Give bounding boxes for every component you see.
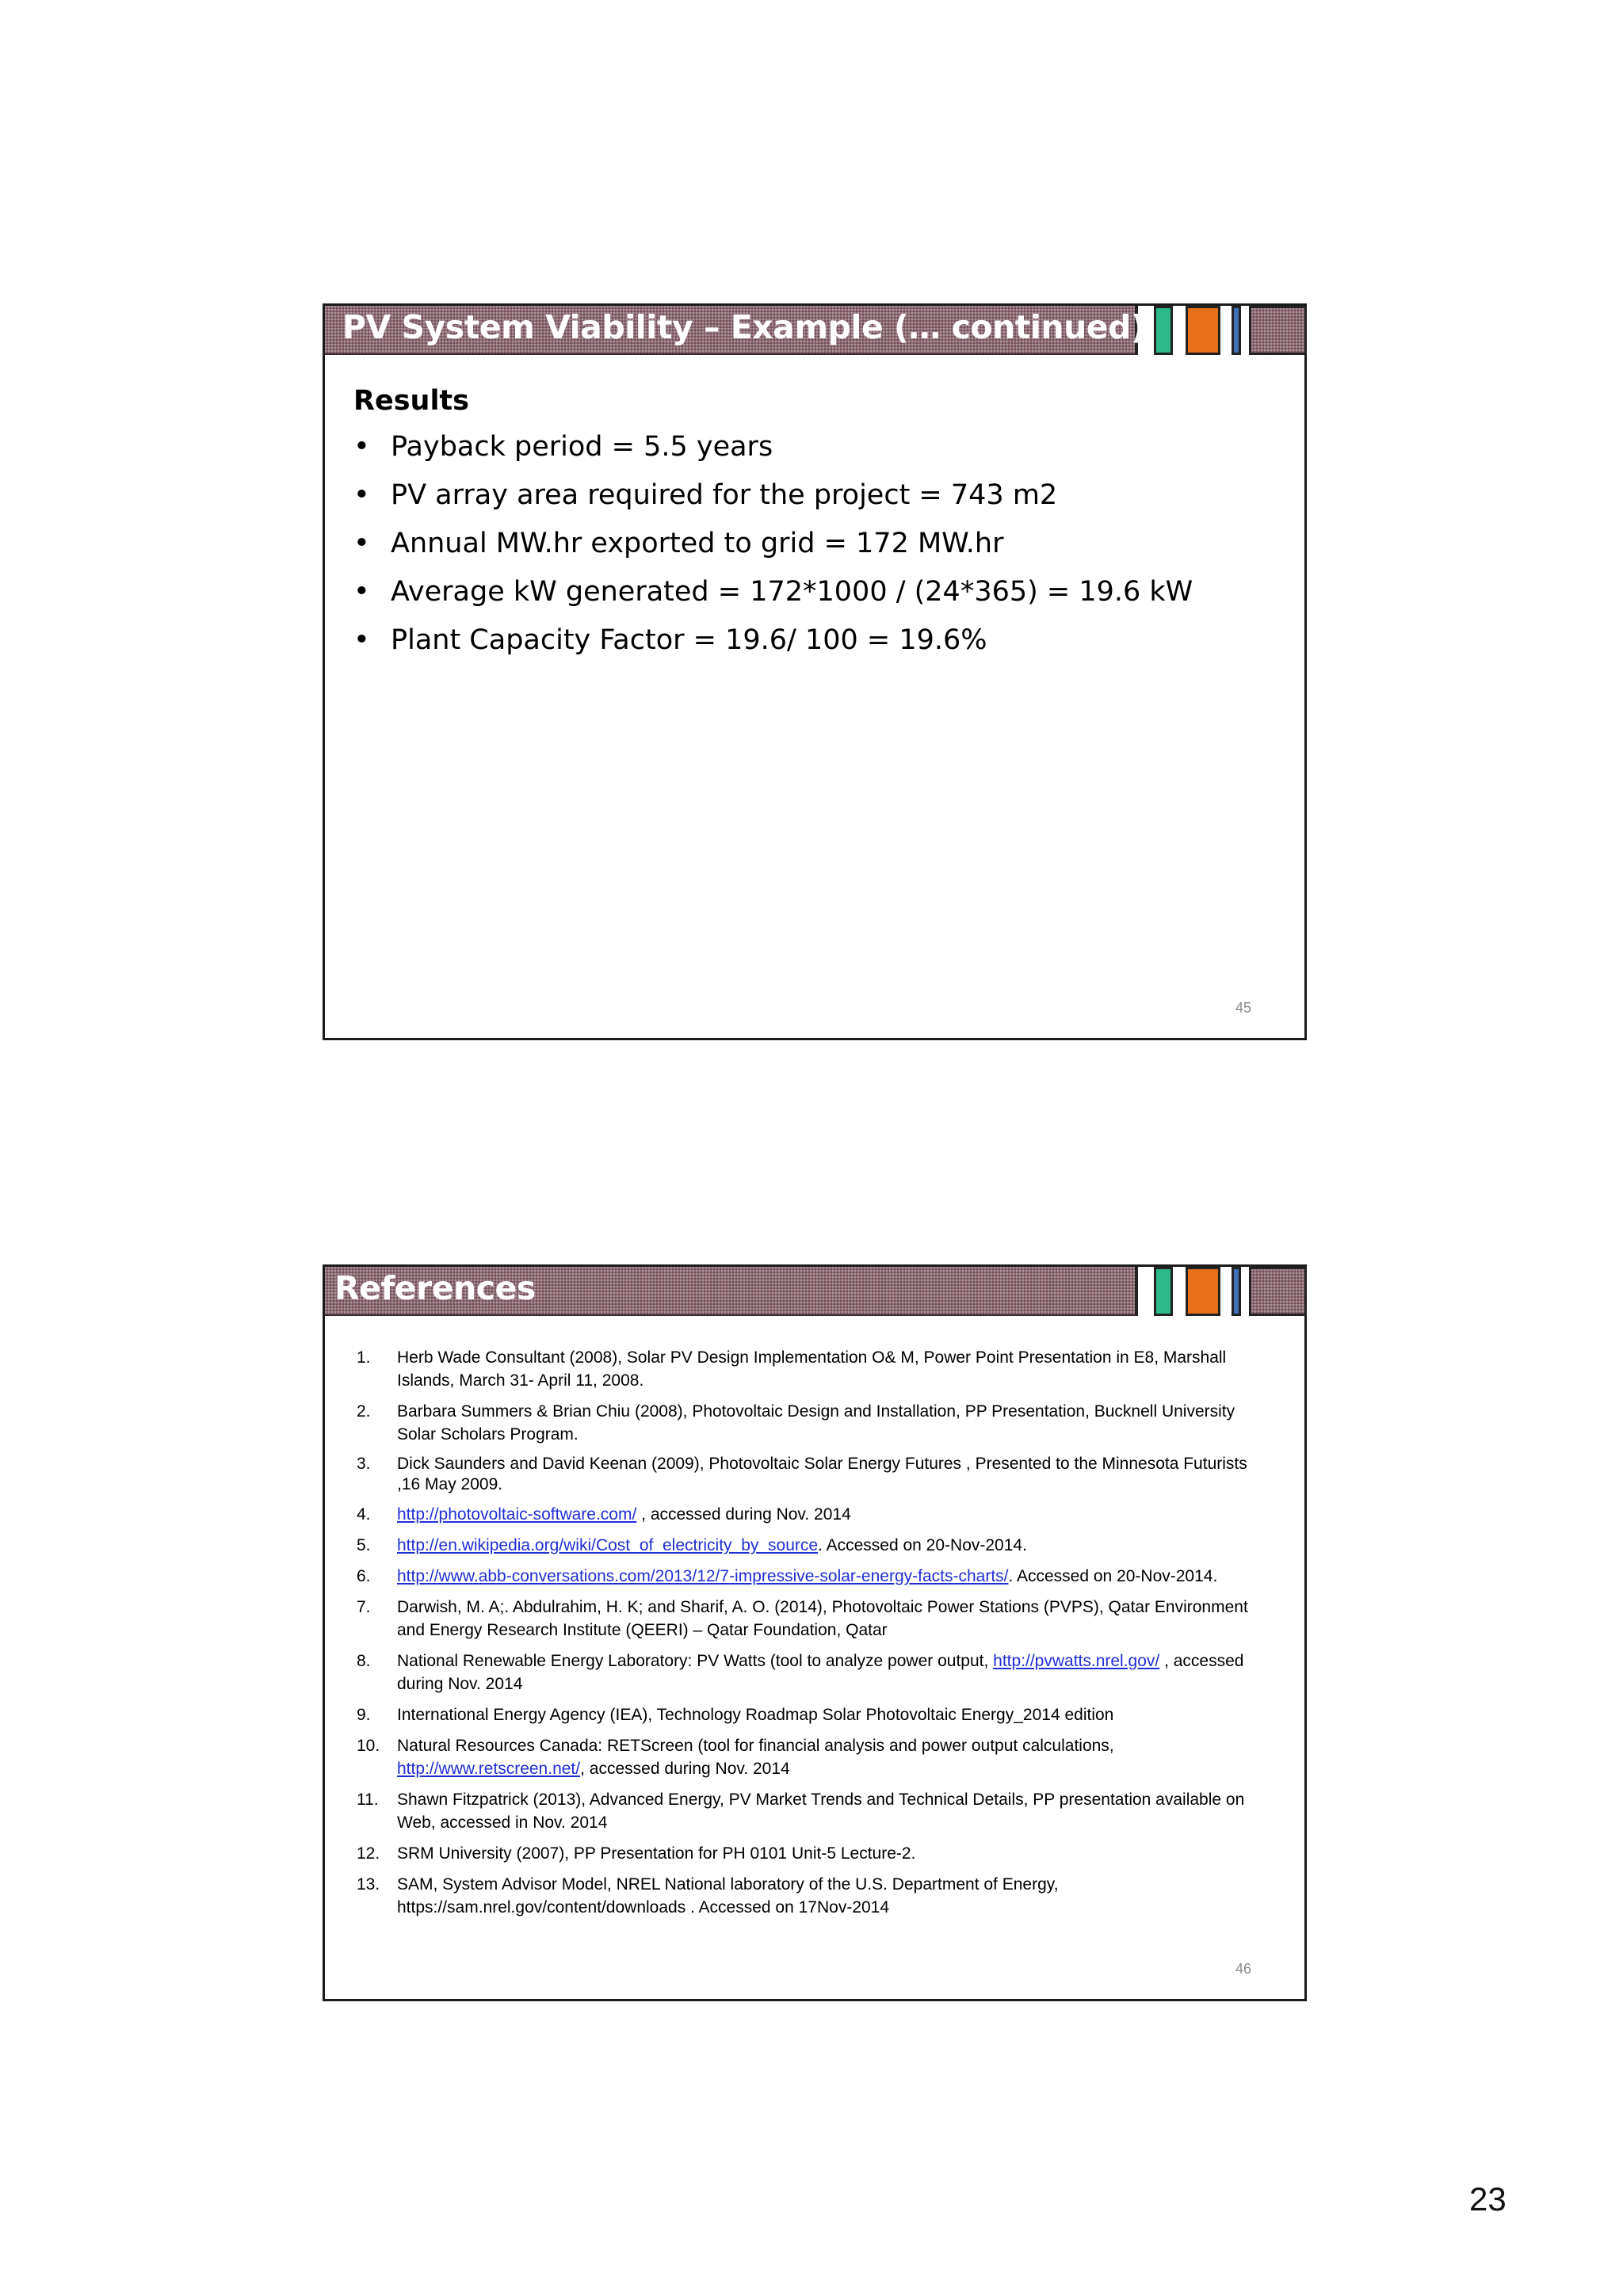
- reference-text: [397, 1650, 1261, 1695]
- reference-link[interactable]: http://photovoltaic-software.com/: [397, 1505, 637, 1524]
- reference-link[interactable]: http://en.wikipedia.org/wiki/Cost_of_electricity_by_source: [397, 1536, 819, 1554]
- accent-block-green: [1154, 1267, 1173, 1316]
- reference-item: [357, 1734, 1292, 1780]
- slide-title: PV System Viability – Example (… continued): [342, 308, 1146, 346]
- reference-text-part: National Renewable Energy Laboratory: PV Watts (tool to analyze power output,: [397, 1652, 994, 1670]
- accent-block-green: [1154, 306, 1173, 355]
- reference-text: [397, 1400, 1261, 1446]
- reference-text-part: . Accessed on 20-Nov-2014.: [818, 1536, 1027, 1554]
- reference-item: [357, 1873, 1292, 1919]
- bullet-icon: •: [353, 479, 370, 511]
- reference-text: [397, 1454, 1261, 1495]
- reference-link[interactable]: http://www.retscreen.net/: [397, 1760, 581, 1778]
- reference-number: 8.: [357, 1652, 371, 1670]
- reference-text-part: SAM, System Advisor Model, NREL National laboratory of the U.S. Department of Energy, https://sam.nrel.gov/content/downloads . Accessed on 17Nov-2014: [397, 1875, 1059, 1917]
- list-item: [353, 576, 1193, 624]
- accent-block-orange: [1186, 1267, 1220, 1316]
- reference-text: [397, 1842, 1261, 1865]
- list-item-text: Average kW generated = 172*1000 / (24*365) = 19.6 kW: [391, 576, 1193, 608]
- bullet-icon: •: [353, 528, 370, 559]
- slide-title: References: [334, 1269, 536, 1307]
- reference-item: [357, 1703, 1292, 1726]
- accent-block-pattern: [1249, 1267, 1307, 1316]
- slide-title-bar: [325, 1267, 1138, 1316]
- reference-text: [397, 1873, 1261, 1919]
- reference-text-part: Dick Saunders and David Keenan (2009), Photovoltaic Solar Energy Futures , Presented to the Minnesota Futurists ,16 May 2009.: [397, 1455, 1247, 1493]
- slide-46: [323, 1264, 1307, 2001]
- reference-text-part: Herb Wade Consultant (2008), Solar PV Design Implementation O& M, Power Point Presentation in E8, Marshall Islands, March 31- April 11, 2008.: [397, 1348, 1227, 1390]
- reference-list: [357, 1346, 1292, 1927]
- accent-block-pattern: [1249, 306, 1307, 355]
- reference-text-part: Darwish, M. A;. Abdulrahim, H. K; and Sharif, A. O. (2014), Photovoltaic Power Stations (PVPS), Qatar Environment and Energy Research Institute (QEERI) – Qatar Foundation, Qatar: [397, 1598, 1248, 1639]
- list-item: [353, 528, 1193, 576]
- list-item-text: Annual MW.hr exported to grid = 172 MW.hr: [391, 528, 1004, 559]
- reference-text: [397, 1503, 1261, 1526]
- list-item: [353, 431, 1193, 479]
- reference-text-part: Barbara Summers & Brian Chiu (2008), Photovoltaic Design and Installation, PP Presentation, Bucknell University Solar Scholars Program.: [397, 1402, 1235, 1444]
- reference-item: [357, 1534, 1292, 1557]
- reference-text-part: , accessed during Nov. 2014: [580, 1760, 790, 1778]
- reference-item: [357, 1454, 1292, 1495]
- reference-text: [397, 1788, 1261, 1834]
- reference-text: [397, 1596, 1261, 1642]
- reference-number: 9.: [357, 1706, 371, 1724]
- list-item: [353, 479, 1193, 528]
- slide-number: 45: [1235, 1000, 1251, 1016]
- reference-item: [357, 1788, 1292, 1834]
- reference-number: 1.: [357, 1348, 371, 1367]
- reference-text: [397, 1534, 1261, 1557]
- page-number: 23: [1469, 2180, 1507, 2218]
- slide-number: 46: [1235, 1961, 1251, 1977]
- list-item: [353, 624, 1193, 673]
- reference-item: [357, 1565, 1292, 1588]
- list-item-text: Payback period = 5.5 years: [391, 431, 773, 463]
- list-item-text: Plant Capacity Factor = 19.6/ 100 = 19.6%: [391, 624, 987, 656]
- reference-number: 6.: [357, 1567, 371, 1585]
- reference-link[interactable]: http://www.abb-conversations.com/2013/12/7-impressive-solar-energy-facts-charts/: [397, 1567, 1009, 1585]
- reference-text: [397, 1346, 1261, 1392]
- reference-item: [357, 1503, 1292, 1526]
- results-heading: Results: [353, 385, 469, 417]
- bullet-icon: •: [353, 431, 370, 463]
- reference-text-part: SRM University (2007), PP Presentation for PH 0101 Unit-5 Lecture-2.: [397, 1844, 916, 1863]
- bullet-icon: •: [353, 576, 370, 608]
- reference-number: 10.: [357, 1737, 380, 1755]
- reference-number: 4.: [357, 1505, 371, 1524]
- reference-text: [397, 1734, 1261, 1780]
- reference-number: 11.: [357, 1791, 379, 1809]
- reference-text: [397, 1703, 1261, 1726]
- list-item-text: PV array area required for the project = 743 m2: [391, 479, 1058, 511]
- reference-text-part: International Energy Agency (IEA), Technology Roadmap Solar Photovoltaic Energy_2014 edition: [397, 1706, 1114, 1724]
- results-list: [353, 431, 1193, 673]
- reference-number: 13.: [357, 1875, 380, 1894]
- reference-text-part: , accessed during Nov. 2014: [636, 1505, 851, 1524]
- reference-text: [397, 1565, 1261, 1588]
- reference-number: 3.: [357, 1455, 371, 1473]
- reference-text-part: Shawn Fitzpatrick (2013), Advanced Energy, PV Market Trends and Technical Details, PP presentation available on Web, accessed in Nov. 2014: [397, 1791, 1245, 1832]
- reference-number: 7.: [357, 1598, 371, 1616]
- accent-block-blue: [1232, 1267, 1241, 1316]
- reference-text-part: Natural Resources Canada: RETScreen (tool for financial analysis and power output calculations,: [397, 1737, 1114, 1755]
- slide-title-bar: [325, 306, 1146, 355]
- reference-number: 5.: [357, 1536, 371, 1554]
- reference-link[interactable]: http://pvwatts.nrel.gov/: [993, 1652, 1160, 1670]
- accent-block-orange: [1186, 306, 1220, 355]
- reference-text-part: , accessed during Nov. 2014: [397, 1652, 1244, 1693]
- reference-item: [357, 1400, 1292, 1446]
- accent-block-blue: [1232, 306, 1241, 355]
- reference-item: [357, 1842, 1292, 1865]
- bullet-icon: •: [353, 624, 370, 656]
- slide-45: [323, 303, 1307, 1040]
- reference-item: [357, 1346, 1292, 1392]
- reference-number: 2.: [357, 1402, 371, 1421]
- reference-item: [357, 1650, 1292, 1695]
- reference-item: [357, 1596, 1292, 1642]
- reference-number: 12.: [357, 1844, 380, 1863]
- reference-text-part: . Accessed on 20-Nov-2014.: [1008, 1567, 1218, 1585]
